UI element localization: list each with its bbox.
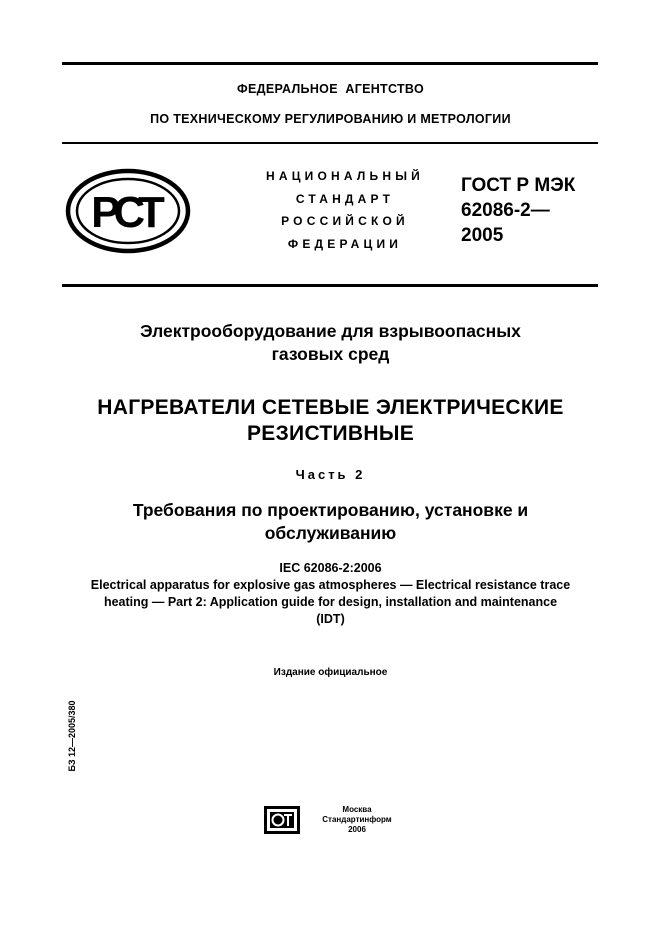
iec-title-line-3: (IDT) <box>316 612 345 626</box>
national-standard-line-4: ФЕДЕРАЦИИ <box>287 237 403 251</box>
subtitle-line-1: Электрооборудование для взрывоопасных <box>140 321 521 341</box>
publisher-city: Москва <box>342 805 372 814</box>
main-title-line-1: НАГРЕВАТЕЛИ СЕТЕВЫЕ ЭЛЕКТРИЧЕСКИЕ <box>97 396 564 419</box>
standard-designation-line-1: ГОСТ Р МЭК <box>461 175 576 196</box>
part-label: Часть 2 <box>295 467 366 482</box>
iec-title-line-1: Electrical apparatus for explosive gas atmospheres — Electrical resistance trace <box>90 578 571 592</box>
publisher-name: Стандартинформ <box>322 815 392 824</box>
side-note: БЗ 12—2005/380 <box>67 700 77 772</box>
national-standard-line-3: РОССИЙСКОЙ <box>281 214 409 228</box>
part-title-line-2: обслуживанию <box>264 523 397 543</box>
national-standard-line-1: НАЦИОНАЛЬНЫЙ <box>265 169 425 183</box>
title-rule <box>62 284 598 287</box>
top-rule <box>62 62 598 65</box>
standard-designation-line-3: 2005 <box>461 225 504 246</box>
subtitle-line-2: газовых сред <box>271 344 390 364</box>
edition-label: Издание официальное <box>273 667 388 678</box>
rst-certification-mark-icon <box>64 166 192 256</box>
agency-line-1: ФЕДЕРАЛЬНОЕ АГЕНТСТВО <box>237 82 424 96</box>
national-standard-line-2: СТАНДАРТ <box>295 192 395 206</box>
header-rule <box>62 142 598 144</box>
standartinform-logo-icon <box>264 806 300 834</box>
publisher-year: 2006 <box>348 825 366 834</box>
agency-line-2: ПО ТЕХНИЧЕСКОМУ РЕГУЛИРОВАНИЮ И МЕТРОЛОГИИ <box>150 112 511 126</box>
iec-number: IEC 62086-2:2006 <box>279 561 382 575</box>
iec-title-line-2: heating — Part 2: Application guide for design, installation and maintenance <box>103 595 558 609</box>
main-title-line-2: РЕЗИСТИВНЫЕ <box>246 422 415 445</box>
logo-text: РСТ <box>91 188 159 237</box>
part-title-line-1: Требования по проектированию, установке и <box>132 500 529 520</box>
standard-designation-line-2: 62086-2— <box>461 200 550 221</box>
